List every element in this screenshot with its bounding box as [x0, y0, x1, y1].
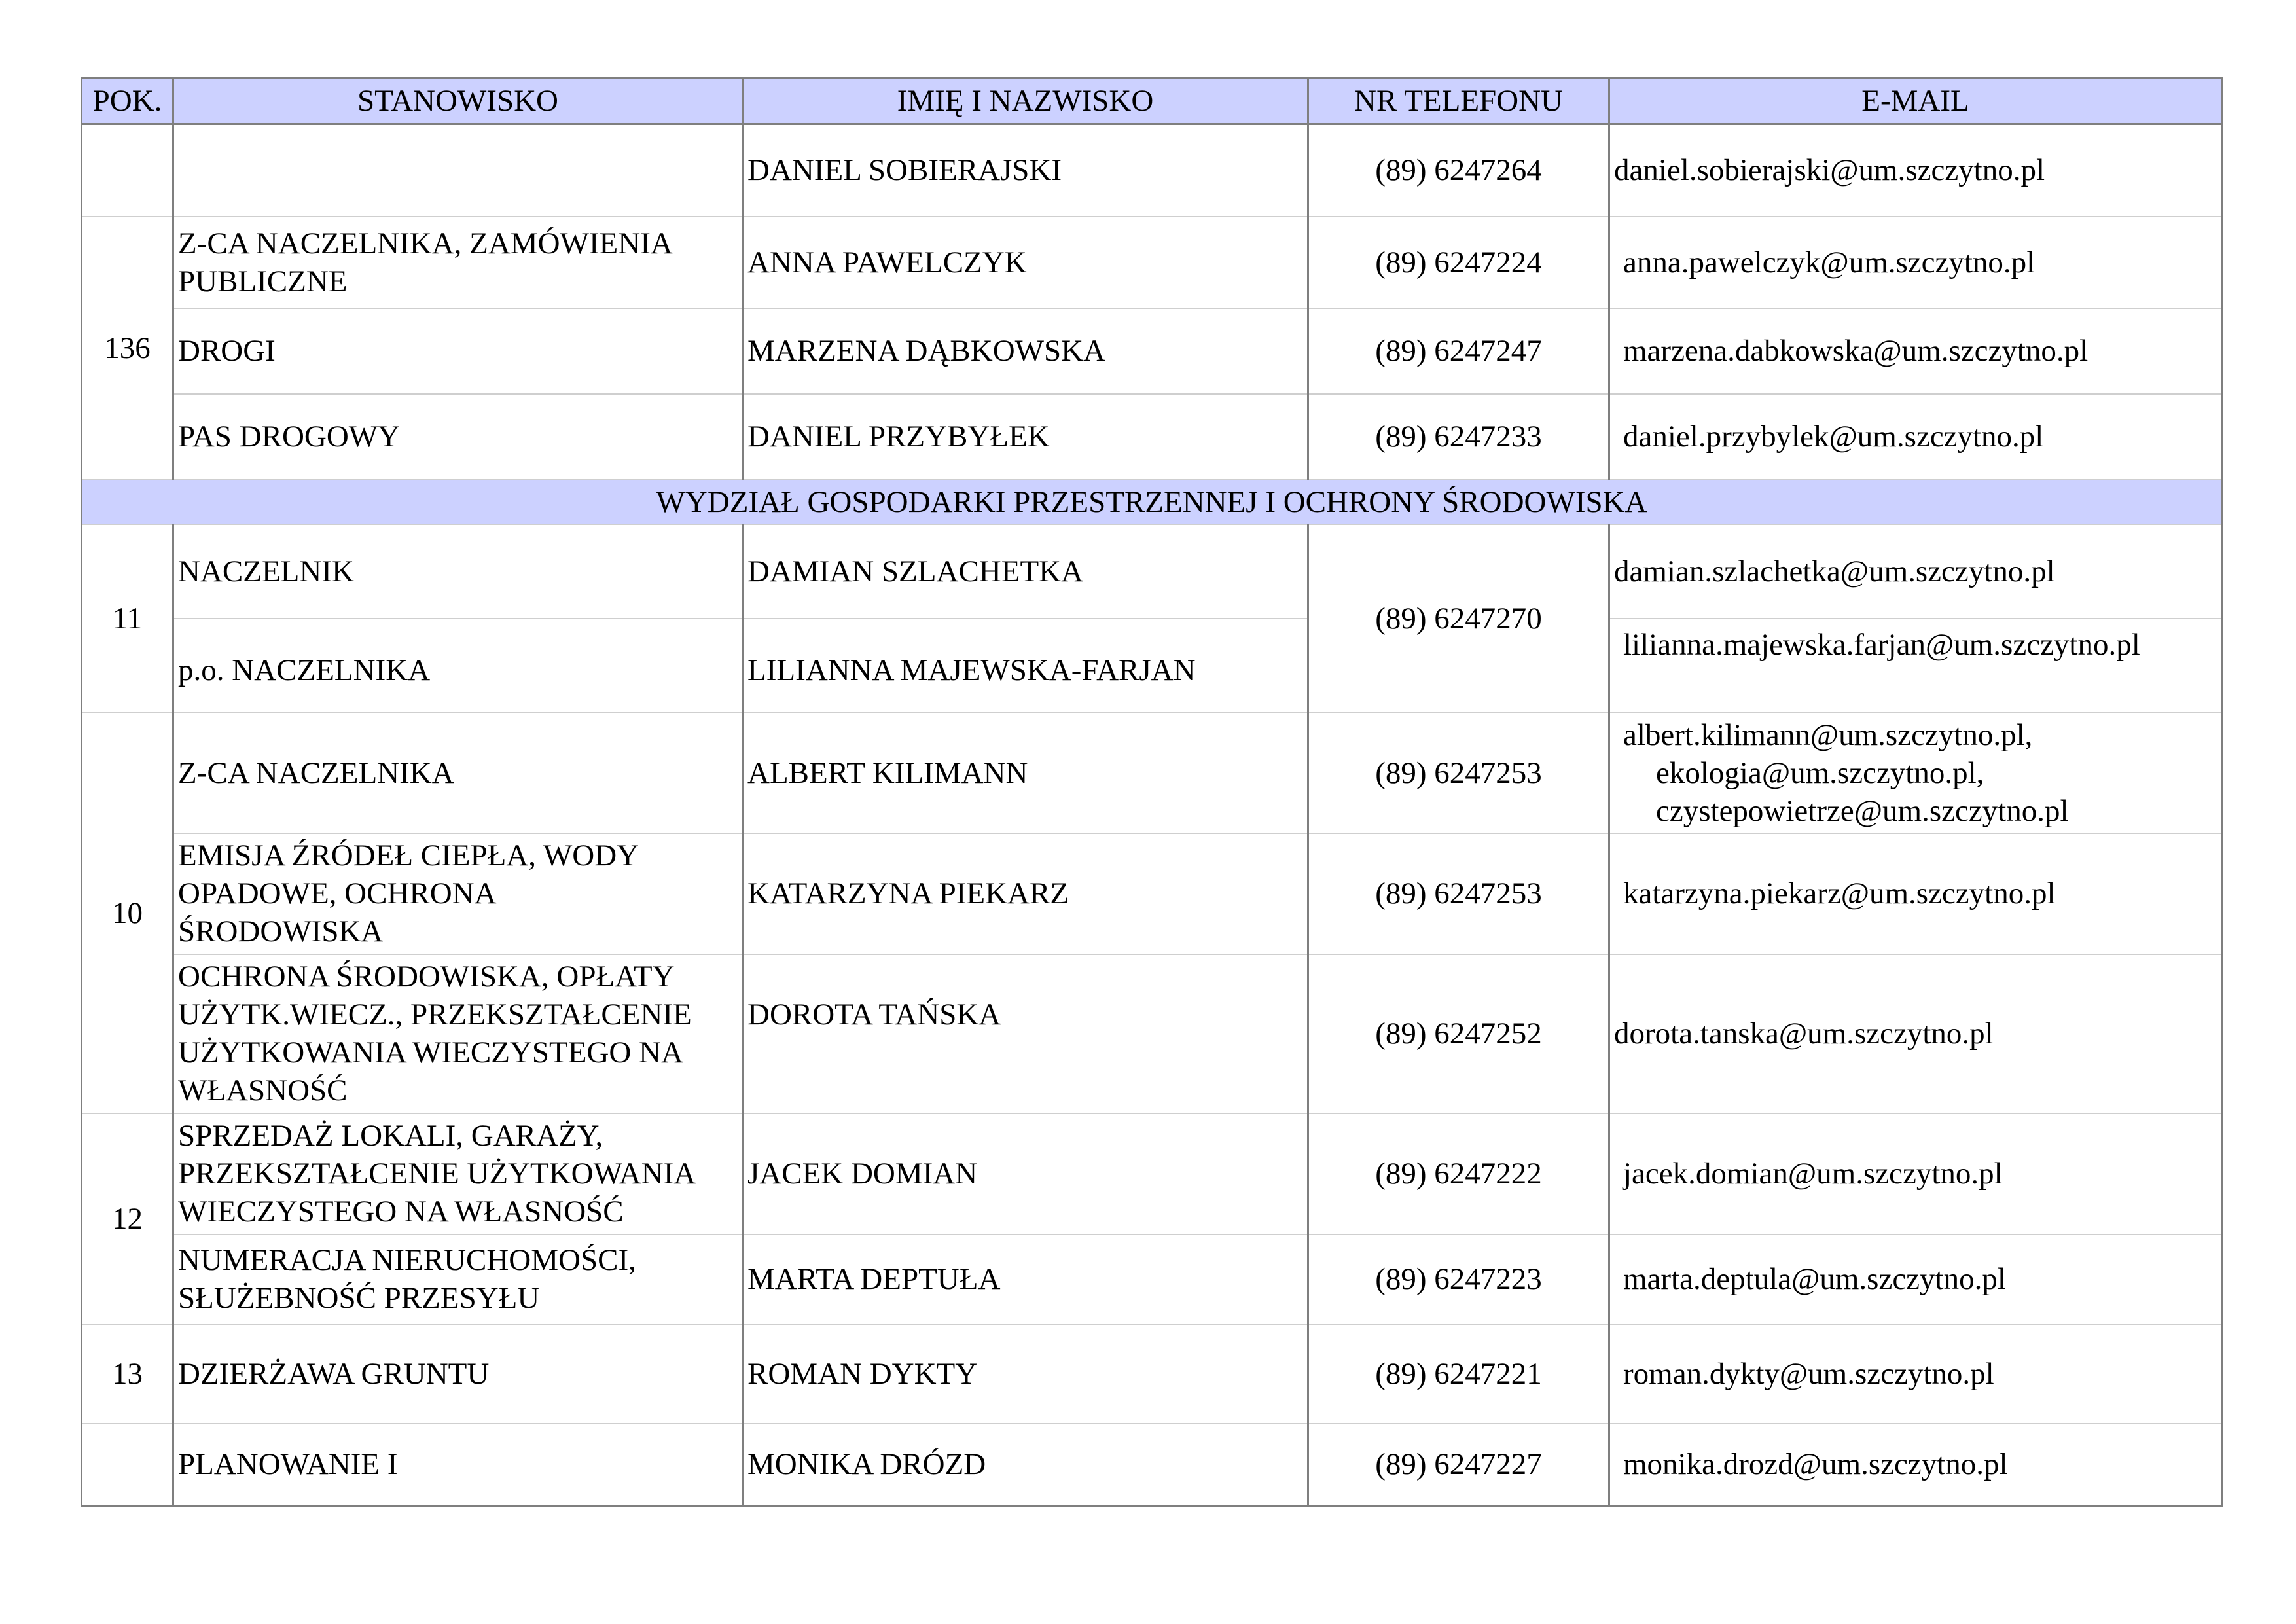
imie-cell: ANNA PAWELCZYK	[743, 217, 1308, 308]
document-sheet	[81, 77, 2221, 1507]
header-telefon: NR TELEFONU	[1308, 78, 1609, 124]
pok-cell	[82, 1424, 173, 1506]
imie-cell: KATARZYNA PIEKARZ	[743, 833, 1308, 954]
telefon-cell: (89) 6247253	[1308, 713, 1609, 833]
section-title: WYDZIAŁ GOSPODARKI PRZESTRZENNEJ I OCHRONY ŚRODOWISKA	[82, 480, 2222, 524]
telefon-cell: (89) 6247252	[1308, 954, 1609, 1113]
pok-cell: 10	[82, 713, 173, 1113]
imie-cell: MONIKA DRÓZD	[743, 1424, 1308, 1506]
telefon-cell: (89) 6247223	[1308, 1235, 1609, 1324]
email-cell: dorota.tanska@um.szczytno.pl	[1609, 954, 2222, 1113]
stanowisko-line: UŻYTK.WIECZ., PRZEKSZTAŁCENIE	[178, 998, 692, 1032]
email-cell: daniel.sobierajski@um.szczytno.pl	[1609, 124, 2222, 217]
stanowisko-line: EMISJA ŹRÓDEŁ CIEPŁA, WODY	[178, 839, 639, 873]
imie-cell: MARTA DEPTUŁA	[743, 1235, 1308, 1324]
telefon-cell: (89) 6247224	[1308, 217, 1609, 308]
table-row	[82, 954, 2222, 1113]
stanowisko-cell: DZIERŻAWA GRUNTU	[173, 1324, 743, 1424]
stanowisko-line: WŁASNOŚĆ	[178, 1074, 348, 1108]
email-cell: anna.pawelczyk@um.szczytno.pl	[1609, 217, 2222, 308]
section-row	[82, 480, 2222, 524]
stanowisko-cell: NACZELNIK	[173, 524, 743, 619]
table-row	[82, 833, 2222, 954]
pok-cell: 12	[82, 1113, 173, 1324]
imie-cell: DANIEL PRZYBYŁEK	[743, 394, 1308, 480]
imie-cell: DAMIAN SZLACHETKA	[743, 524, 1308, 619]
table-row	[82, 308, 2222, 394]
pok-cell: 136	[82, 217, 173, 480]
pok-cell: 13	[82, 1324, 173, 1424]
telefon-cell: (89) 6247264	[1308, 124, 1609, 217]
telefon-cell: (89) 6247270	[1308, 524, 1609, 713]
stanowisko-cell: PLANOWANIE I	[173, 1424, 743, 1506]
email-line: ekologia@um.szczytno.pl,	[1656, 755, 1984, 790]
imie-cell: ALBERT KILIMANN	[743, 713, 1308, 833]
stanowisko-line: OCHRONA ŚRODOWISKA, OPŁATY	[178, 960, 675, 994]
stanowisko-cell	[173, 833, 743, 954]
stanowisko-cell: Z-CA NACZELNIKA	[173, 713, 743, 833]
stanowisko-line: SPRZEDAŻ LOKALI, GARAŻY,	[178, 1119, 603, 1153]
stanowisko-cell: DROGI	[173, 308, 743, 394]
stanowisko-cell: PAS DROGOWY	[173, 394, 743, 480]
header-email: E-MAIL	[1609, 78, 2222, 124]
imie-cell: JACEK DOMIAN	[743, 1113, 1308, 1235]
stanowisko-cell: Z-CA NACZELNIKA, ZAMÓWIENIA PUBLICZNE	[173, 217, 743, 308]
email-line: czystepowietrze@um.szczytno.pl	[1656, 793, 2069, 828]
stanowisko-cell	[173, 1113, 743, 1235]
pok-cell	[82, 124, 173, 217]
telefon-cell: (89) 6247247	[1308, 308, 1609, 394]
table-row	[82, 124, 2222, 217]
email-cell: marzena.dabkowska@um.szczytno.pl	[1609, 308, 2222, 394]
email-cell: katarzyna.piekarz@um.szczytno.pl	[1609, 833, 2222, 954]
email-cell: marta.deptula@um.szczytno.pl	[1609, 1235, 2222, 1324]
table-row	[82, 394, 2222, 480]
stanowisko-line: ŚRODOWISKA	[178, 914, 384, 948]
email-line: albert.kilimann@um.szczytno.pl,	[1623, 717, 2033, 752]
stanowisko-line: WIECZYSTEGO NA WŁASNOŚĆ	[178, 1195, 624, 1229]
table-row	[82, 1324, 2222, 1424]
stanowisko-cell	[173, 124, 743, 217]
stanowisko-cell: p.o. NACZELNIKA	[173, 619, 743, 713]
telefon-cell: (89) 6247253	[1308, 833, 1609, 954]
imie-cell: DANIEL SOBIERAJSKI	[743, 124, 1308, 217]
telefon-cell: (89) 6247221	[1308, 1324, 1609, 1424]
stanowisko-line: SŁUŻEBNOŚĆ PRZESYŁU	[178, 1281, 540, 1315]
table-row	[82, 1113, 2222, 1235]
imie-cell: ROMAN DYKTY	[743, 1324, 1308, 1424]
table-row	[82, 713, 2222, 833]
stanowisko-line: OPADOWE, OCHRONA	[178, 876, 497, 911]
imie-cell: MARZENA DĄBKOWSKA	[743, 308, 1308, 394]
stanowisko-line: PRZEKSZTAŁCENIE UŻYTKOWANIA	[178, 1157, 696, 1191]
imie-cell: LILIANNA MAJEWSKA-FARJAN	[743, 619, 1308, 713]
email-cell: roman.dykty@um.szczytno.pl	[1609, 1324, 2222, 1424]
table-header-row	[82, 78, 2222, 124]
table-row	[82, 217, 2222, 308]
stanowisko-line: NUMERACJA NIERUCHOMOŚCI,	[178, 1243, 636, 1277]
email-cell: damian.szlachetka@um.szczytno.pl	[1609, 524, 2222, 619]
stanowisko-cell	[173, 954, 743, 1113]
telefon-cell: (89) 6247222	[1308, 1113, 1609, 1235]
table-row	[82, 1424, 2222, 1506]
email-cell: jacek.domian@um.szczytno.pl	[1609, 1113, 2222, 1235]
telefon-cell: (89) 6247227	[1308, 1424, 1609, 1506]
header-stanowisko: STANOWISKO	[173, 78, 743, 124]
telefon-cell: (89) 6247233	[1308, 394, 1609, 480]
header-imie-nazwisko: IMIĘ I NAZWISKO	[743, 78, 1308, 124]
pok-cell: 11	[82, 524, 173, 713]
stanowisko-line: UŻYTKOWANIA WIECZYSTEGO NA	[178, 1036, 683, 1070]
email-cell: monika.drozd@um.szczytno.pl	[1609, 1424, 2222, 1506]
imie-cell: DOROTA TAŃSKA	[743, 954, 1308, 1113]
header-pok: POK.	[82, 78, 173, 124]
email-cell: daniel.przybylek@um.szczytno.pl	[1609, 394, 2222, 480]
table-row	[82, 524, 2222, 619]
staff-directory-table	[81, 77, 2223, 1507]
stanowisko-cell	[173, 1235, 743, 1324]
table-row	[82, 619, 2222, 713]
email-cell: lilianna.majewska.farjan@um.szczytno.pl	[1609, 619, 2222, 713]
table-row	[82, 1235, 2222, 1324]
email-cell	[1609, 713, 2222, 833]
